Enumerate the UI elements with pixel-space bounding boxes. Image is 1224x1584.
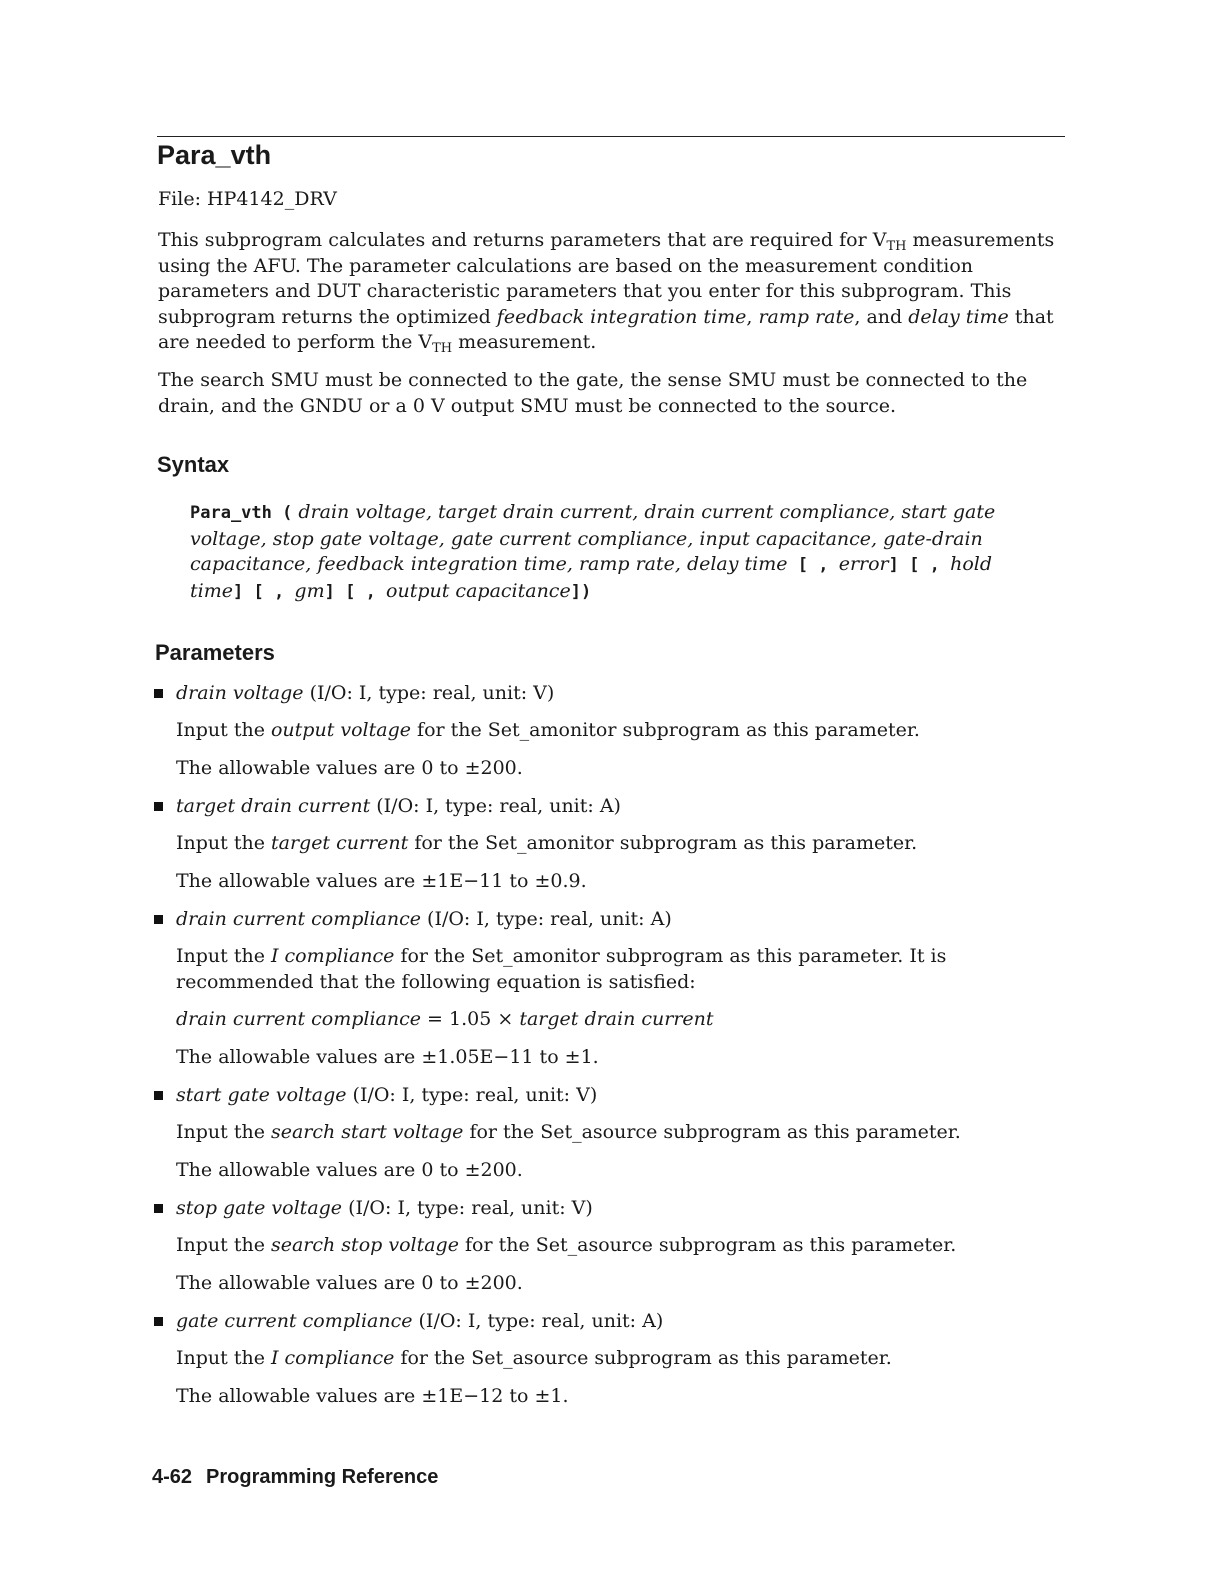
parameter-list: [152, 680, 1032, 1421]
parameters-heading: Parameters: [155, 640, 275, 665]
bullet-square-icon: [154, 1204, 163, 1213]
bullet-square-icon: [154, 1317, 163, 1326]
parameter-range: The allowable values are ±1E−12 to ±1.: [176, 1384, 569, 1407]
parameter-description: Input the target current for the Set_amonitor subprogram as this parameter.: [176, 832, 918, 854]
parameter-item: drain current compliance (I/O: I, type: real, unit: A) Input the I compliance for the Set_amonitor subprogram as this parameter. It is recommended that the following equation is satisfied: drain current compliance = 1.05 × target drain current The allowable values are ±1.05E−11 to ±1.: [152, 906, 1032, 1070]
parameter-description: Input the search stop voltage for the Set_asource subprogram as this parameter.: [176, 1234, 957, 1256]
parameter-item: target drain current (I/O: I, type: real, unit: A) Input the target current for the Set_amonitor subprogram as this parameter. The allowable values are ±1E−11 to ±0.9.: [152, 793, 1032, 894]
parameter-description: Input the search start voltage for the Set_asource subprogram as this parameter.: [176, 1121, 961, 1143]
parameter-equation: drain current compliance = 1.05 × target drain current: [176, 1008, 714, 1030]
file-line: File: HP4142_DRV: [158, 188, 337, 210]
connection-paragraph: The search SMU must be connected to the gate, the sense SMU must be connected to the drain, and the GNDU or a 0 V output SMU must be connected to the source.: [158, 369, 1028, 417]
parameter-name: start gate voltage: [176, 1084, 347, 1106]
syntax-function-name: Para_vth (: [190, 503, 293, 523]
parameter-name: drain voltage: [176, 682, 304, 704]
bullet-square-icon: [154, 689, 163, 698]
bullet-square-icon: [154, 802, 163, 811]
page-footer: [152, 1466, 438, 1489]
parameter-name: stop gate voltage: [176, 1197, 343, 1219]
parameter-description: Input the I compliance for the Set_amonitor subprogram as this parameter. It is recommended that the following equation is satisfied:: [176, 945, 947, 993]
header-rule: [157, 136, 1065, 137]
intro-paragraph: This subprogram calculates and returns parameters that are required for $V_{TH}$ measurements using the AFU. The parameter calculations are based on the measurement condition parameters and DUT characteristic parameters that you enter for this subprogram. This subprogram returns the optimized feedback integration time, ramp rate, and delay time that are needed to perform the $V_{TH}$ measurement.: [158, 229, 1055, 356]
parameter-item: stop gate voltage (I/O: I, type: real, unit: V) Input the search stop voltage for the Set_asource subprogram as this parameter. The allowable values are 0 to ±200.: [152, 1195, 1032, 1296]
parameter-range: The allowable values are ±1E−11 to ±0.9.: [176, 869, 587, 892]
parameter-range: The allowable values are 0 to ±200.: [176, 756, 523, 779]
parameter-name: drain current compliance: [176, 908, 421, 930]
bullet-square-icon: [154, 1091, 163, 1100]
section-name: Programming Reference: [206, 1466, 439, 1488]
parameter-description: Input the output voltage for the Set_amonitor subprogram as this parameter.: [176, 719, 920, 741]
syntax-heading: Syntax: [157, 452, 230, 477]
bullet-square-icon: [154, 915, 163, 924]
parameter-name: gate current compliance: [176, 1310, 413, 1332]
parameter-range: The allowable values are 0 to ±200.: [176, 1271, 523, 1294]
parameter-range: The allowable values are ±1.05E−11 to ±1.: [176, 1045, 599, 1068]
parameter-item: drain voltage (I/O: I, type: real, unit: V) Input the output voltage for the Set_amonitor subprogram as this parameter. The allowable values are 0 to ±200.: [152, 680, 1032, 781]
page-title: Para_vth: [157, 140, 272, 170]
parameter-item: gate current compliance (I/O: I, type: real, unit: A) Input the I compliance for the Set_asource subprogram as this parameter. The allowable values are ±1E−12 to ±1.: [152, 1308, 1032, 1409]
parameter-item: start gate voltage (I/O: I, type: real, unit: V) Input the search start voltage for the Set_asource subprogram as this parameter. The allowable values are 0 to ±200.: [152, 1082, 1032, 1183]
syntax-statement: Para_vth ( drain voltage, target drain current, drain current compliance, start gate voltage, stop gate voltage, gate current compliance, input capacitance, gate-drain capacitance, feedback integration time, ramp rate, delay time [ , error] [ , hold time] [ , gm] [ , output capacitance]): [190, 501, 996, 602]
parameter-name: target drain current: [176, 795, 371, 817]
parameter-description: Input the I compliance for the Set_asource subprogram as this parameter.: [176, 1347, 892, 1369]
parameter-range: The allowable values are 0 to ±200.: [176, 1158, 523, 1181]
page-number: 4-62: [152, 1466, 193, 1488]
